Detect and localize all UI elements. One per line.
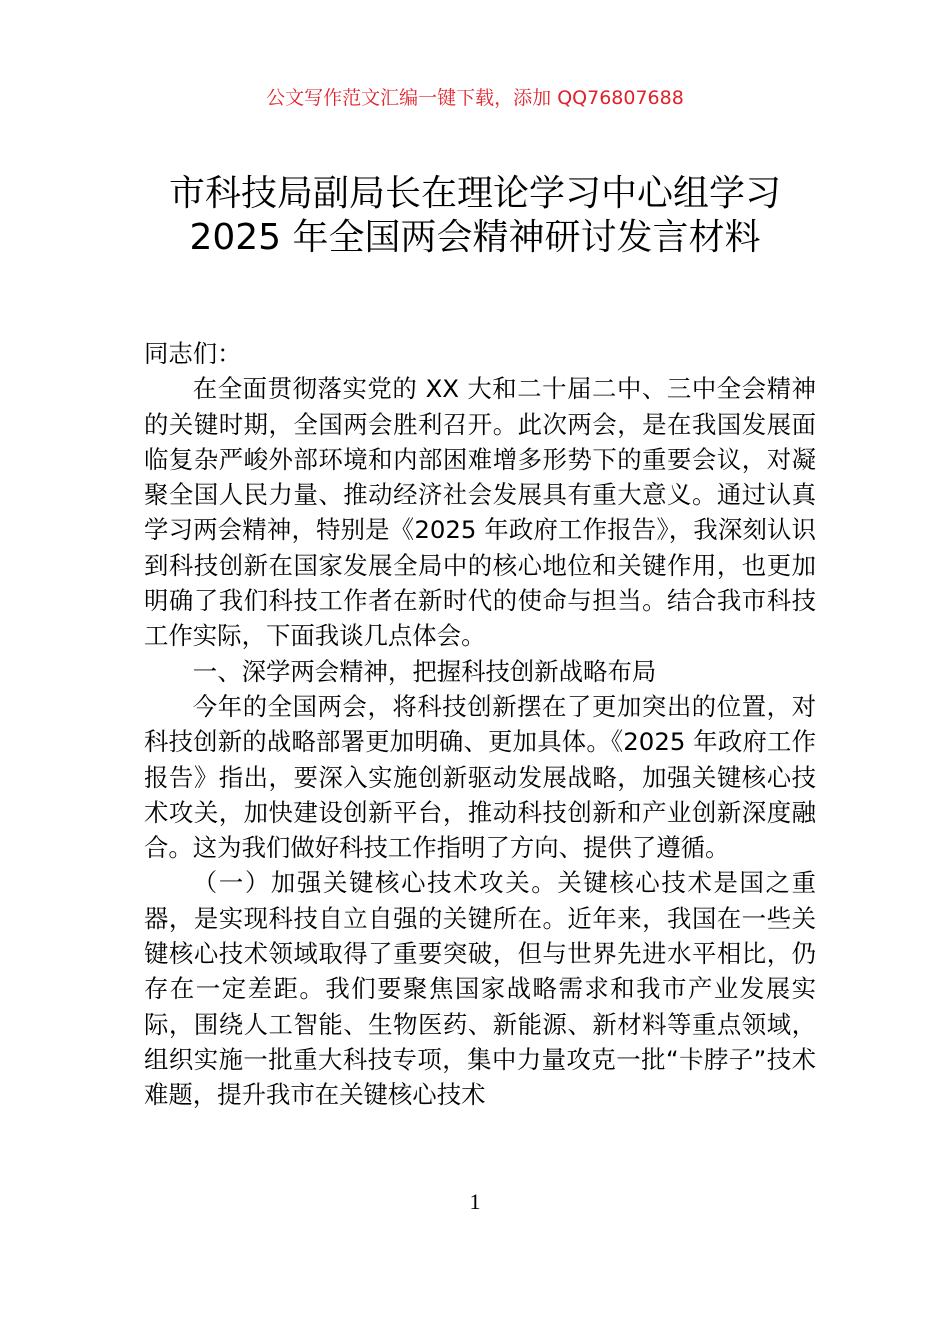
body-paragraph-subsection-1: （一）加强关键核心技术攻关。关键核心技术是国之重器，是实现科技自立自强的关键所在。近年来，我国在一些关键核心技术领域取得了重要突破，但与世界先进水平相比，仍存在一定差距。我们要聚焦国家战略需求和我市产业发展实际，围绕人工智能、生物医药、新能源、新材料等重点领域，组织实施一批重大科技专项，集中力量攻克一批“卡脖子”技术难题，提升我市在关键核心技术 <box>144 868 816 1110</box>
download-banner: 公文写作范文汇编一键下载，添加 QQ76807688 <box>266 87 684 109</box>
body-paragraph-intro: 在全面贯彻落实党的 XX 大和二十届二中、三中全会精神的关键时期，全国两会胜利召开。此次两会，是在我国发展面临复杂严峻外部环境和内部困难增多形势下的重要会议，对凝聚全国人民力量、推动经济社会发展具有重大意义。通过认真学习两会精神，特别是《2025 年政府工作报告》，我深刻认识到科技创新在国家发展全局中的核心地位和关键作用，也更加明确了我们科技工作者在新时代的使命与担当。结合我市科技工作实际，下面我谈几点体会。 <box>144 374 816 651</box>
document-title-line-2: 2025 年全国两会精神研讨发言材料 <box>189 217 761 258</box>
body-paragraph-section-1: 今年的全国两会，将科技创新摆在了更加突出的位置，对科技创新的战略部署更加明确、更加具体。《2025 年政府工作报告》指出，要深入实施创新驱动发展战略，加强关键核心技术攻关，加快建设创新平台，推动科技创新和产业创新深度融合。这为我们做好科技工作指明了方向、提供了遵循。 <box>144 691 816 863</box>
document-title-line-1: 市科技局副局长在理论学习中心组学习 <box>168 173 781 214</box>
section-heading-1: 一、深学两会精神，把握科技创新战略布局 <box>192 656 657 686</box>
salutation: 同志们： <box>144 339 242 368</box>
document-body <box>144 336 816 1113</box>
page-number: 1 <box>469 1189 481 1214</box>
